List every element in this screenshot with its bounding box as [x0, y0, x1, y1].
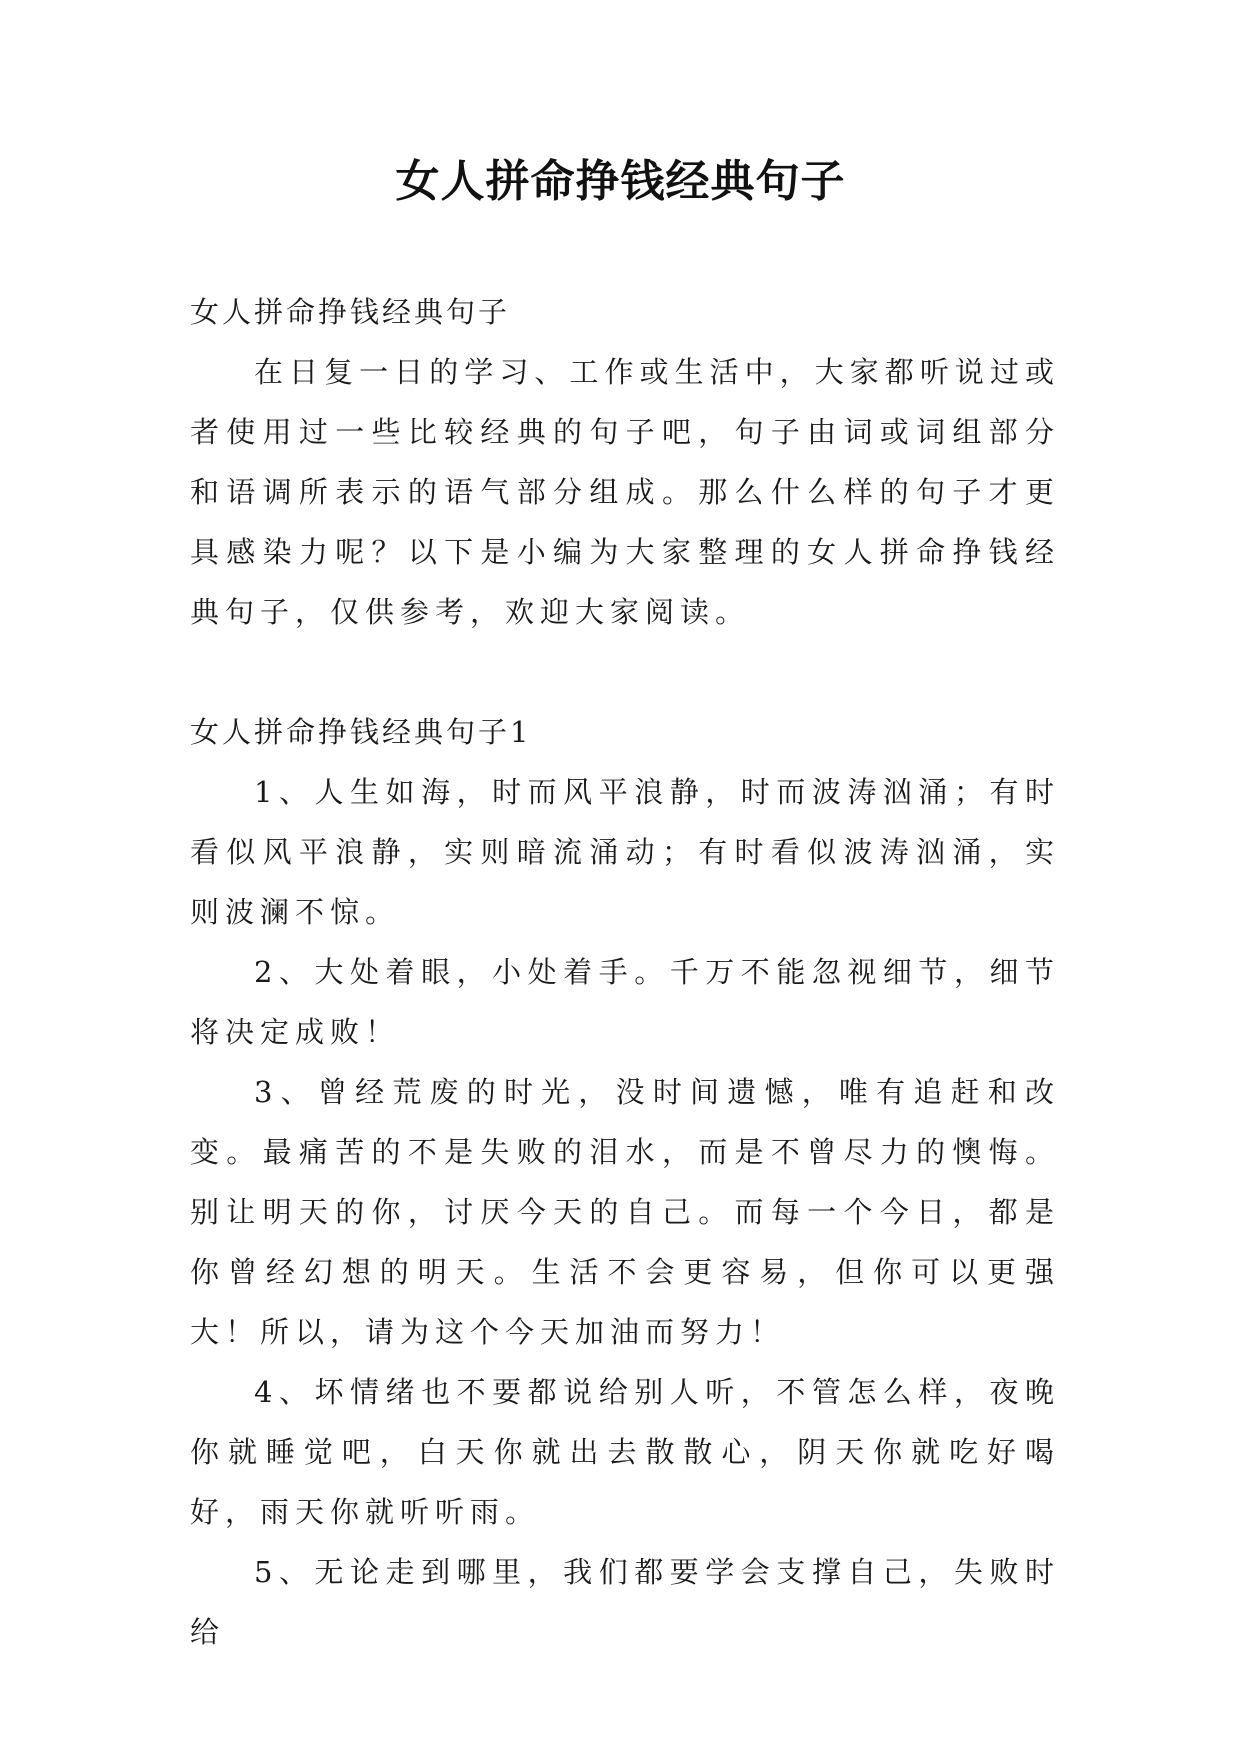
section-heading: 女人拼命挣钱经典句子1 [190, 715, 532, 749]
list-item: 3、曾经荒废的时光，没时间遗憾，唯有追赶和改变。最痛苦的不是失败的泪水，而是不曾尽力的懊悔。别让明天的你，讨厌今天的自己。而每一个今日，都是你曾经幻想的明天。生活不会更容易，但你可以更强大！所以，请为这个今天加油而努力！ [190, 1075, 1060, 1349]
list-item: 5、无论走到哪里，我们都要学会支撑自己，失败时给 [190, 1555, 1060, 1649]
intro-paragraph: 在日复一日的学习、工作或生活中，大家都听说过或者使用过一些比较经典的句子吧，句子由词或词组部分和语调所表示的语气部分组成。那么什么样的句子才更具感染力呢？以下是小编为大家整理的女人拼命挣钱经典句子，仅供参考，欢迎大家阅读。 [190, 355, 1060, 629]
list-item: 4、坏情绪也不要都说给别人听，不管怎么样，夜晚你就睡觉吧，白天你就出去散散心，阴天你就吃好喝好，雨天你就听听雨。 [190, 1375, 1060, 1529]
list-item: 1、人生如海，时而风平浪静，时而波涛汹涌；有时看似风平浪静，实则暗流涌动；有时看似波涛汹涌，实则波澜不惊。 [190, 775, 1060, 929]
list-item: 2、大处着眼，小处着手。千万不能忽视细节，细节将决定成败！ [190, 955, 1060, 1049]
document-body [190, 282, 1060, 1662]
paragraph-spacer [190, 642, 1060, 702]
document-subtitle: 女人拼命挣钱经典句子 [190, 295, 511, 329]
document-title: 女人拼命挣钱经典句子 [395, 156, 846, 207]
